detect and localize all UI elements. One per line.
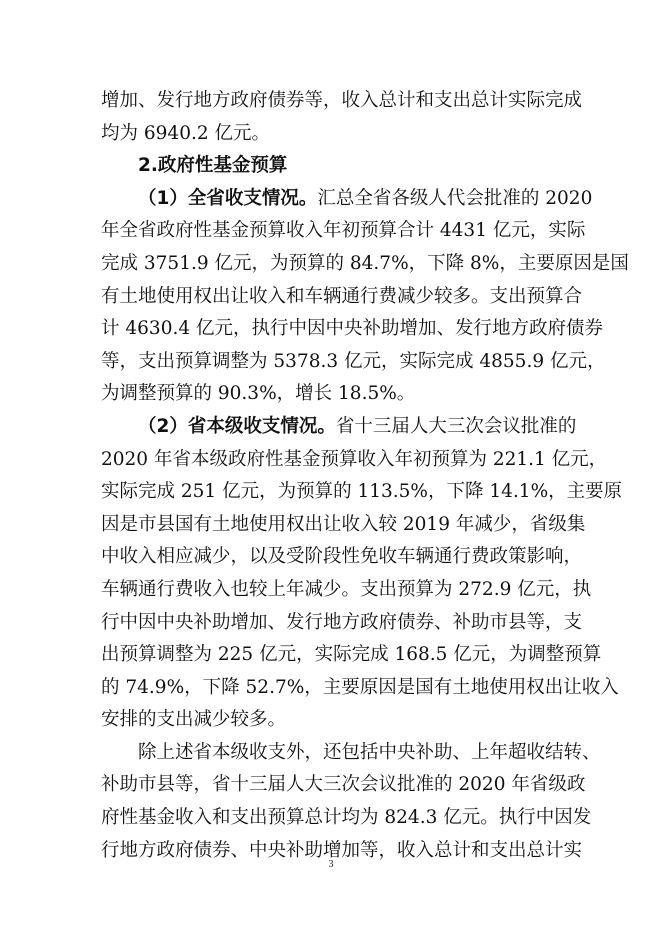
document-body <box>101 85 629 867</box>
text-run: 省十三届人大三次会议批准的 <box>335 415 577 437</box>
text-line: 均为 6940.2 亿元。 <box>101 122 270 144</box>
text-line: 补助市县等，省十三届人大三次会议批准的 2020 年省级政 <box>101 774 586 796</box>
paragraph-first-line <box>101 183 593 216</box>
text-line: 2020 年省本级政府性基金预算收入年初预算为 221.1 亿元， <box>101 448 608 470</box>
text-line: 的 74.9%，下降 52.7%，主要原因是国有土地使用权出让收入 <box>101 676 619 698</box>
text-line: 年全省政府性基金预算收入年初预算合计 4431 亿元，实际 <box>101 220 586 242</box>
paragraph-lead: （2）省本级收支情况。 <box>138 415 336 437</box>
text-line: 行中因中央补助增加、发行地方政府债券、补助市县等，支 <box>101 611 583 633</box>
text-line: 府性基金收入和支出预算总计均为 824.3 亿元。执行中因发 <box>101 807 592 829</box>
page-number: 3 <box>328 859 334 870</box>
text-line: 实际完成 251 亿元，为预算的 113.5%，下降 14.1%，主要原 <box>101 481 623 503</box>
text-line: 因是市县国有土地使用权出让收入较 2019 年减少，省级集 <box>101 513 586 535</box>
text-line: 为调整预算的 90.3%，增长 18.5%。 <box>101 383 416 405</box>
paragraph-first-line <box>101 411 577 444</box>
text-run: 汇总全省各级人代会批准的 2020 <box>317 187 593 209</box>
paragraph-lead: （1）全省收支情况。 <box>138 187 318 209</box>
text-line: 完成 3751.9 亿元，为预算的 84.7%，下降 8%，主要原因是国 <box>101 252 629 274</box>
text-line: 有土地使用权出让收入和车辆通行费减少较多。支出预算合 <box>101 285 583 307</box>
paragraph-first-line: 除上述省本级收支外，还包括中央补助、上年超收结转、 <box>138 741 601 763</box>
text-line: 安排的支出减少较多。 <box>101 709 287 731</box>
section-heading: 2.政府性基金预算 <box>138 155 288 177</box>
text-line: 中收入相应减少，以及受阶段性免收车辆通行费政策影响， <box>101 546 583 568</box>
text-line: 出预算调整为 225 亿元，实际完成 168.5 亿元，为调整预算 <box>101 644 602 666</box>
text-line: 等，支出预算调整为 5378.3 亿元，实际完成 4855.9 亿元， <box>101 350 606 372</box>
text-line: 行地方政府债券、中央补助增加等，收入总计和支出总计实 <box>101 839 583 861</box>
text-line: 车辆通行费收入也较上年减少。支出预算为 272.9 亿元，执 <box>101 578 592 600</box>
text-line: 增加、发行地方政府债券等，收入总计和支出总计实际完成 <box>101 90 583 111</box>
text-line: 计 4630.4 亿元，执行中因中央补助增加、发行地方政府债券 <box>101 318 603 340</box>
